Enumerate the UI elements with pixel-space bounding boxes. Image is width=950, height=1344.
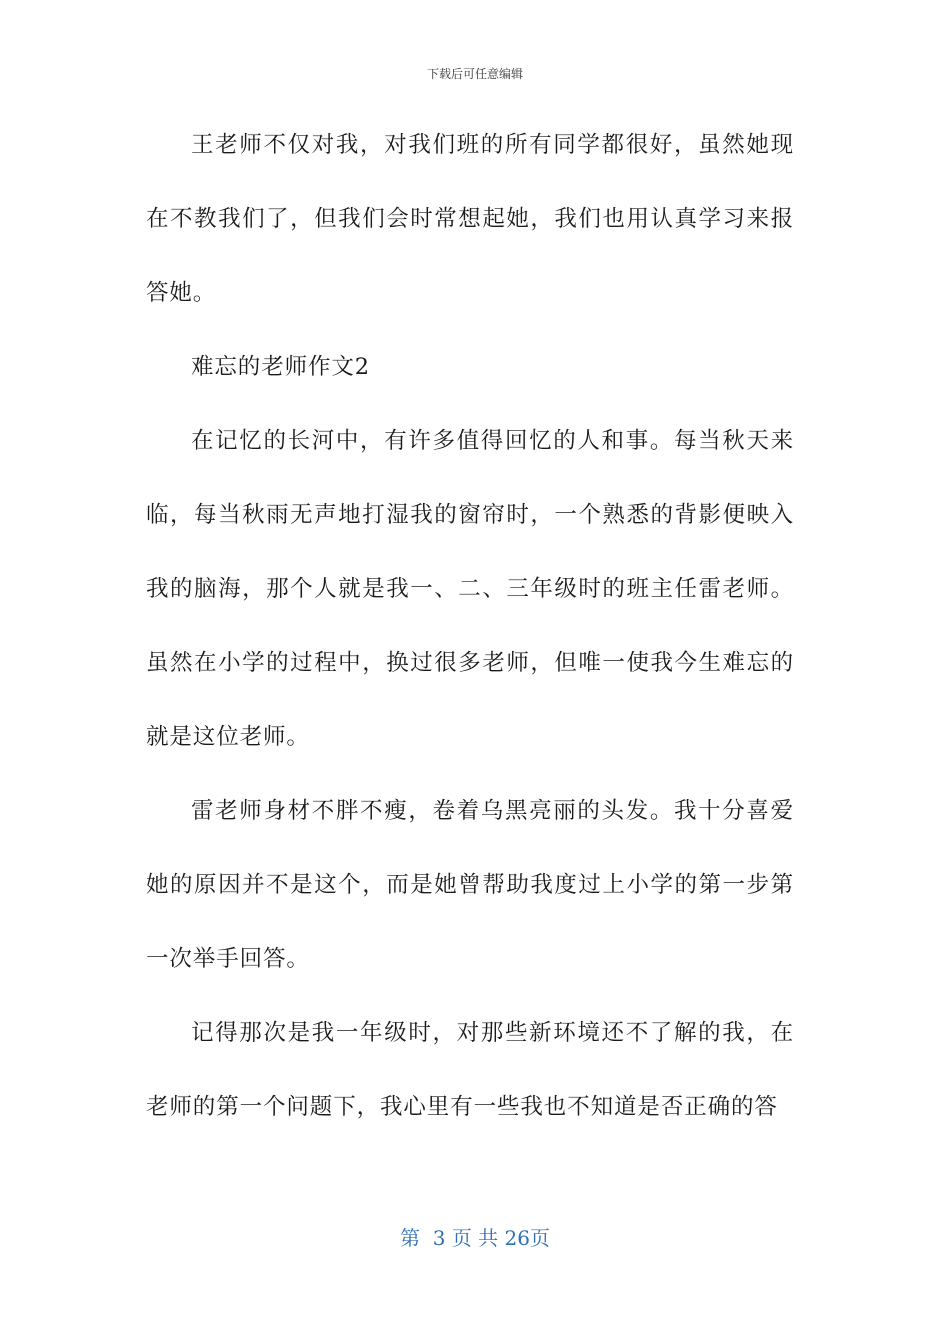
section-heading: 难忘的老师作文2 xyxy=(191,354,371,380)
page-header-note: 下载后可任意编辑 xyxy=(426,67,523,81)
paragraph-2: 在记忆的长河中，有许多值得回忆的人和事。每当秋天来临，每当秋雨无声地打湿我的窗帘时，一个熟悉的背影便映入我的脑海，那个人就是我一、二、三年级时的班主任雷老师。虽然在小学的过程中，换过很多老师，但唯一使我今生难忘的就是这位老师。 xyxy=(146,428,794,750)
paragraph-4: 记得那次是我一年级时，对那些新环境还不了解的我，在老师的第一个问题下，我心里有一些我也不知道是否正确的答 xyxy=(146,1020,794,1120)
page-number-footer xyxy=(0,1225,950,1251)
paragraph-3: 雷老师身材不胖不瘦，卷着乌黑亮丽的头发。我十分喜爱她的原因并不是这个，而是她曾帮助我度过上小学的第一步第一次举手回答。 xyxy=(146,798,794,972)
paragraph-1: 王老师不仅对我，对我们班的所有同学都很好，虽然她现在不教我们了，但我们会时常想起她，我们也用认真学习来报答她。 xyxy=(146,132,794,306)
footer-current-page: 3 xyxy=(432,1226,446,1250)
document-body xyxy=(146,108,794,1144)
footer-total-pages: 26 xyxy=(504,1226,530,1250)
footer-label-total: 共 xyxy=(478,1226,499,1250)
footer-label-page: 页 xyxy=(451,1226,472,1250)
footer-label-prefix: 第 xyxy=(400,1226,420,1250)
footer-label-suffix: 页 xyxy=(529,1226,550,1250)
